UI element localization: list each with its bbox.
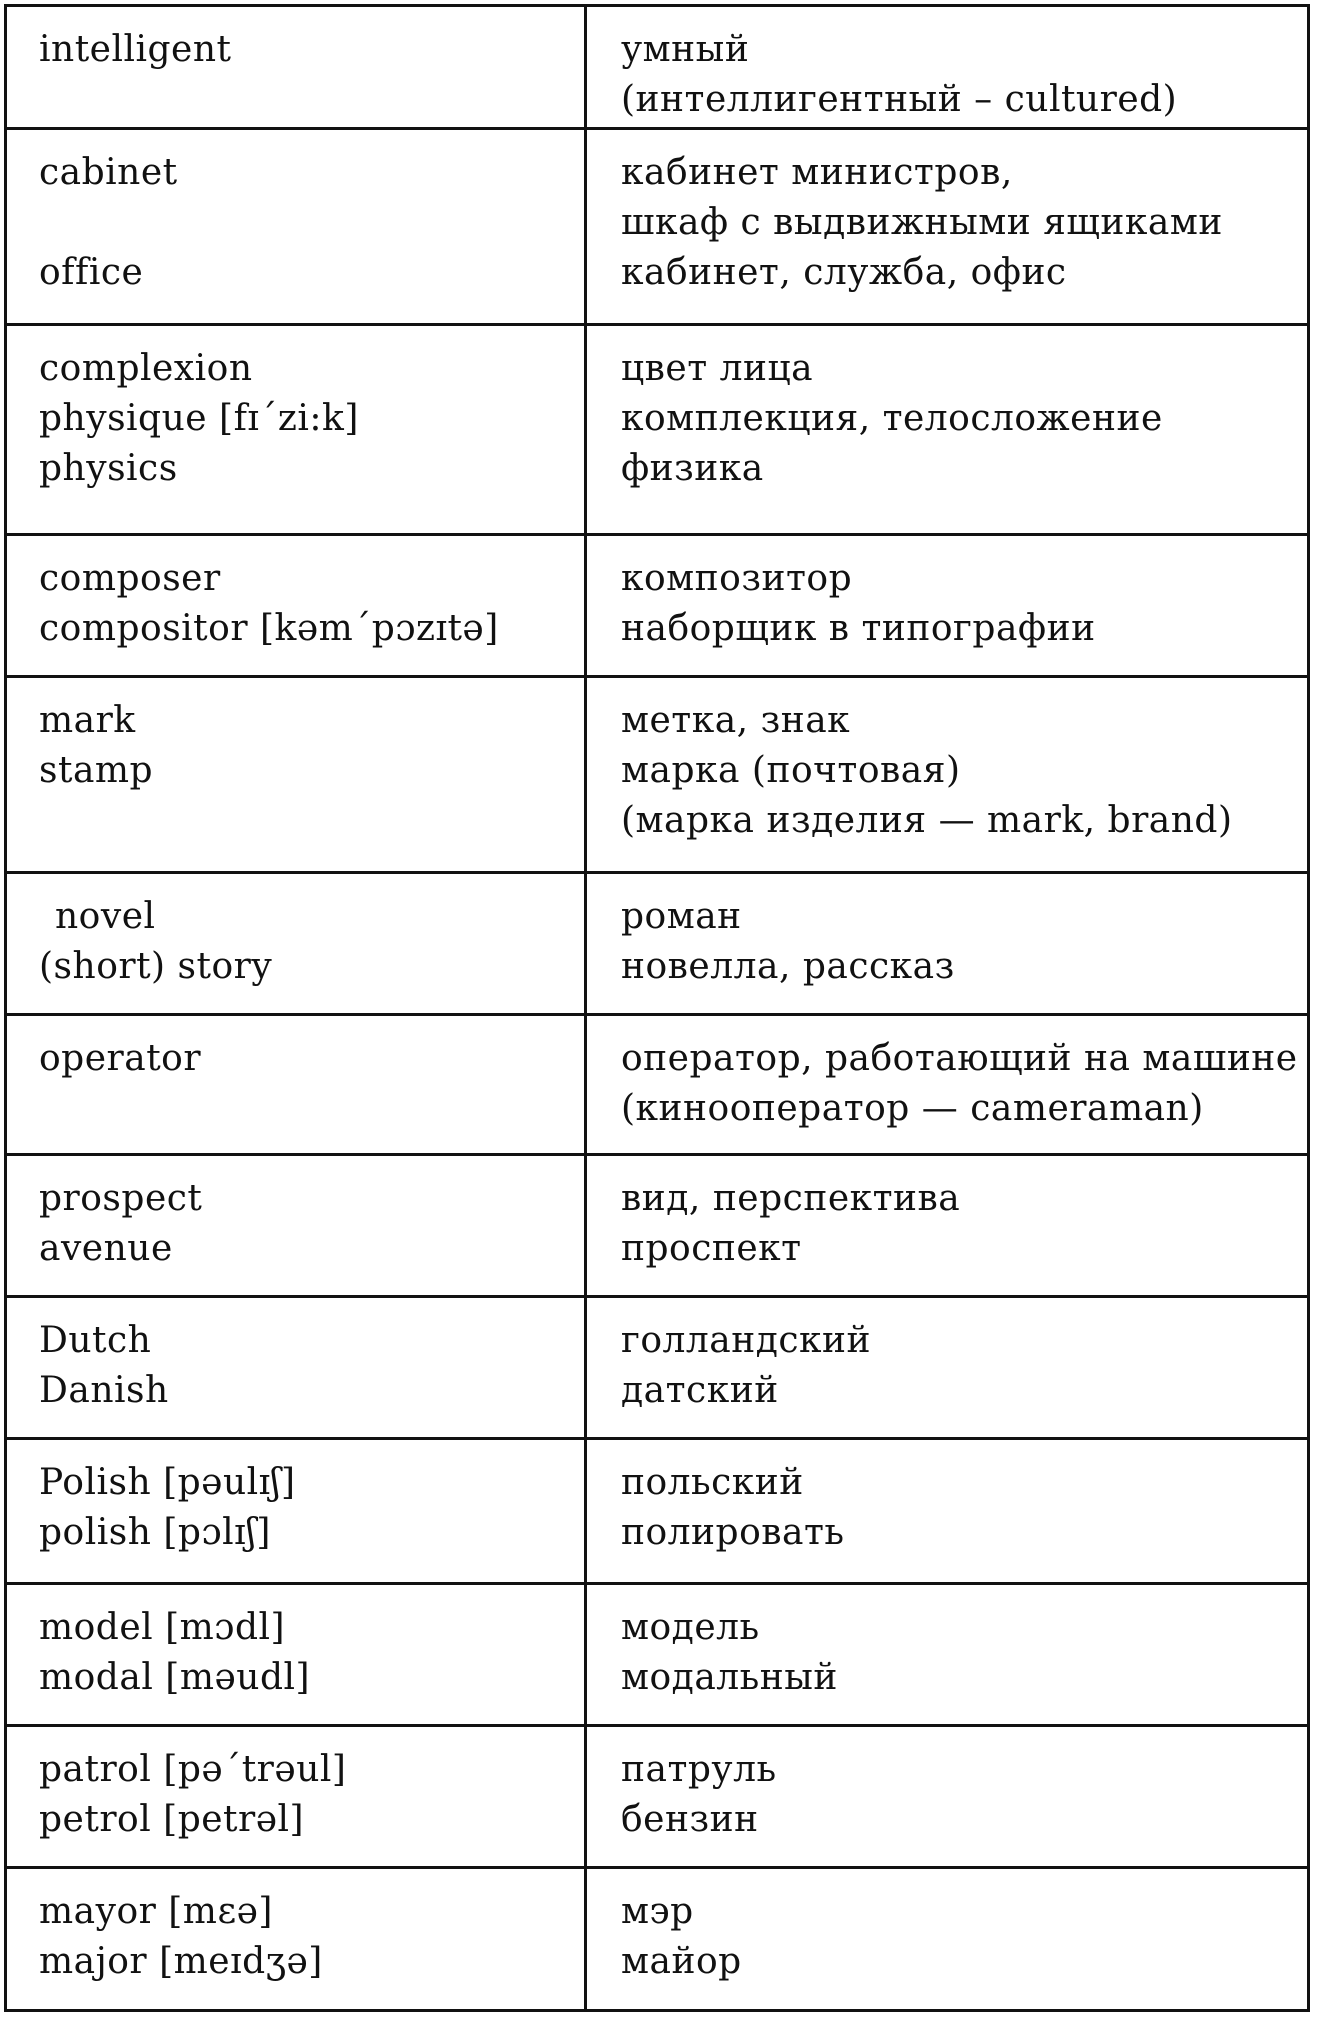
russian-translation: модальный	[621, 1657, 838, 1698]
table-row	[6, 325, 1309, 535]
russian-translation: проспект	[621, 1228, 802, 1269]
russian-translation: вид, перспектива	[621, 1178, 961, 1219]
english-word: Dutch	[39, 1320, 152, 1361]
spacer	[39, 198, 584, 248]
table-row	[6, 535, 1309, 677]
russian-translation: модель	[621, 1607, 760, 1648]
english-word: operator	[39, 1038, 202, 1079]
english-word: (short) story	[39, 946, 273, 987]
english-word: composer	[39, 558, 221, 599]
english-cell	[6, 535, 586, 677]
english-word: major [meɪdʒə]	[39, 1941, 323, 1982]
russian-cell	[586, 1726, 1309, 1868]
russian-translation: цвет лица	[621, 348, 814, 389]
english-cell	[6, 129, 586, 325]
english-word: Polish [pəulɪʃ]	[39, 1462, 296, 1503]
russian-translation: марка (почтовая)	[621, 750, 961, 791]
english-word: avenue	[39, 1228, 173, 1269]
english-word: Danish	[39, 1370, 169, 1411]
russian-cell	[586, 1584, 1309, 1726]
table-row	[6, 1726, 1309, 1868]
russian-translation: наборщик в типографии	[621, 608, 1096, 649]
english-word: patrol [pəˊtrəul]	[39, 1749, 347, 1790]
vocabulary-sheet	[4, 4, 1310, 2012]
table-row	[6, 129, 1309, 325]
english-word: polish [pɔlɪʃ]	[39, 1512, 271, 1553]
english-cell	[6, 1868, 586, 2011]
russian-cell	[586, 1868, 1309, 2011]
vocabulary-table	[4, 4, 1310, 2012]
russian-cell	[586, 677, 1309, 873]
russian-translation: шкаф с выдвижными ящиками	[621, 202, 1223, 243]
russian-translation: датский	[621, 1370, 779, 1411]
english-word: modal [məudl]	[39, 1657, 311, 1698]
table-row	[6, 1297, 1309, 1439]
russian-cell	[586, 1297, 1309, 1439]
english-word: stamp	[39, 750, 154, 791]
russian-translation: кабинет, служба, офис	[621, 252, 1067, 293]
russian-cell	[586, 325, 1309, 535]
table-row	[6, 1584, 1309, 1726]
english-cell	[6, 6, 586, 129]
english-cell	[6, 677, 586, 873]
russian-translation: кабинет министров,	[621, 152, 1013, 193]
english-word: novel	[55, 896, 156, 937]
english-cell	[6, 1584, 586, 1726]
russian-translation: польский	[621, 1462, 804, 1503]
english-cell	[6, 325, 586, 535]
english-word: prospect	[39, 1178, 203, 1219]
english-word: physics	[39, 448, 178, 489]
english-word: intelligent	[39, 29, 232, 70]
russian-translation: майор	[621, 1941, 742, 1982]
russian-translation: композитор	[621, 558, 853, 599]
russian-cell	[586, 873, 1309, 1015]
russian-translation: полировать	[621, 1512, 845, 1553]
english-cell	[6, 1726, 586, 1868]
english-cell	[6, 1015, 586, 1155]
table-row	[6, 677, 1309, 873]
russian-translation: роман	[621, 896, 742, 937]
russian-translation: (марка изделия — mark, brand)	[621, 800, 1233, 841]
table-row	[6, 1155, 1309, 1297]
english-cell	[6, 1439, 586, 1584]
english-word: model [mɔdl]	[39, 1607, 286, 1648]
english-word: physique [fɪˊzi:k]	[39, 398, 359, 439]
russian-translation: метка, знак	[621, 700, 851, 741]
english-cell	[6, 1155, 586, 1297]
russian-translation: патруль	[621, 1749, 777, 1790]
russian-translation: (кинооператор — cameraman)	[621, 1088, 1204, 1129]
english-word: mark	[39, 700, 136, 741]
russian-translation: мэр	[621, 1891, 694, 1932]
russian-cell	[586, 1439, 1309, 1584]
english-cell	[6, 1297, 586, 1439]
table-row	[6, 6, 1309, 129]
russian-translation: умный	[621, 29, 750, 70]
english-word: complexion	[39, 348, 253, 389]
russian-cell	[586, 6, 1309, 129]
russian-translation: новелла, рассказ	[621, 946, 955, 987]
russian-translation: бензин	[621, 1799, 759, 1840]
russian-cell	[586, 535, 1309, 677]
english-cell	[6, 873, 586, 1015]
russian-cell	[586, 1155, 1309, 1297]
russian-cell	[586, 129, 1309, 325]
english-word: office	[39, 252, 144, 293]
table-row	[6, 1868, 1309, 2011]
russian-translation: (интеллигентный – cultured)	[621, 79, 1178, 120]
table-row	[6, 1015, 1309, 1155]
russian-translation: голландский	[621, 1320, 872, 1361]
table-row	[6, 873, 1309, 1015]
english-word: petrol [petrəl]	[39, 1799, 305, 1840]
english-word: mayor [mɛə]	[39, 1891, 273, 1932]
russian-translation: оператор, работающий на машине	[621, 1038, 1298, 1079]
russian-translation: физика	[621, 448, 764, 489]
table-row	[6, 1439, 1309, 1584]
english-word: compositor [kəmˊpɔzɪtə]	[39, 608, 499, 649]
english-word: cabinet	[39, 152, 178, 193]
russian-cell	[586, 1015, 1309, 1155]
russian-translation: комплекция, телосложение	[621, 398, 1163, 439]
